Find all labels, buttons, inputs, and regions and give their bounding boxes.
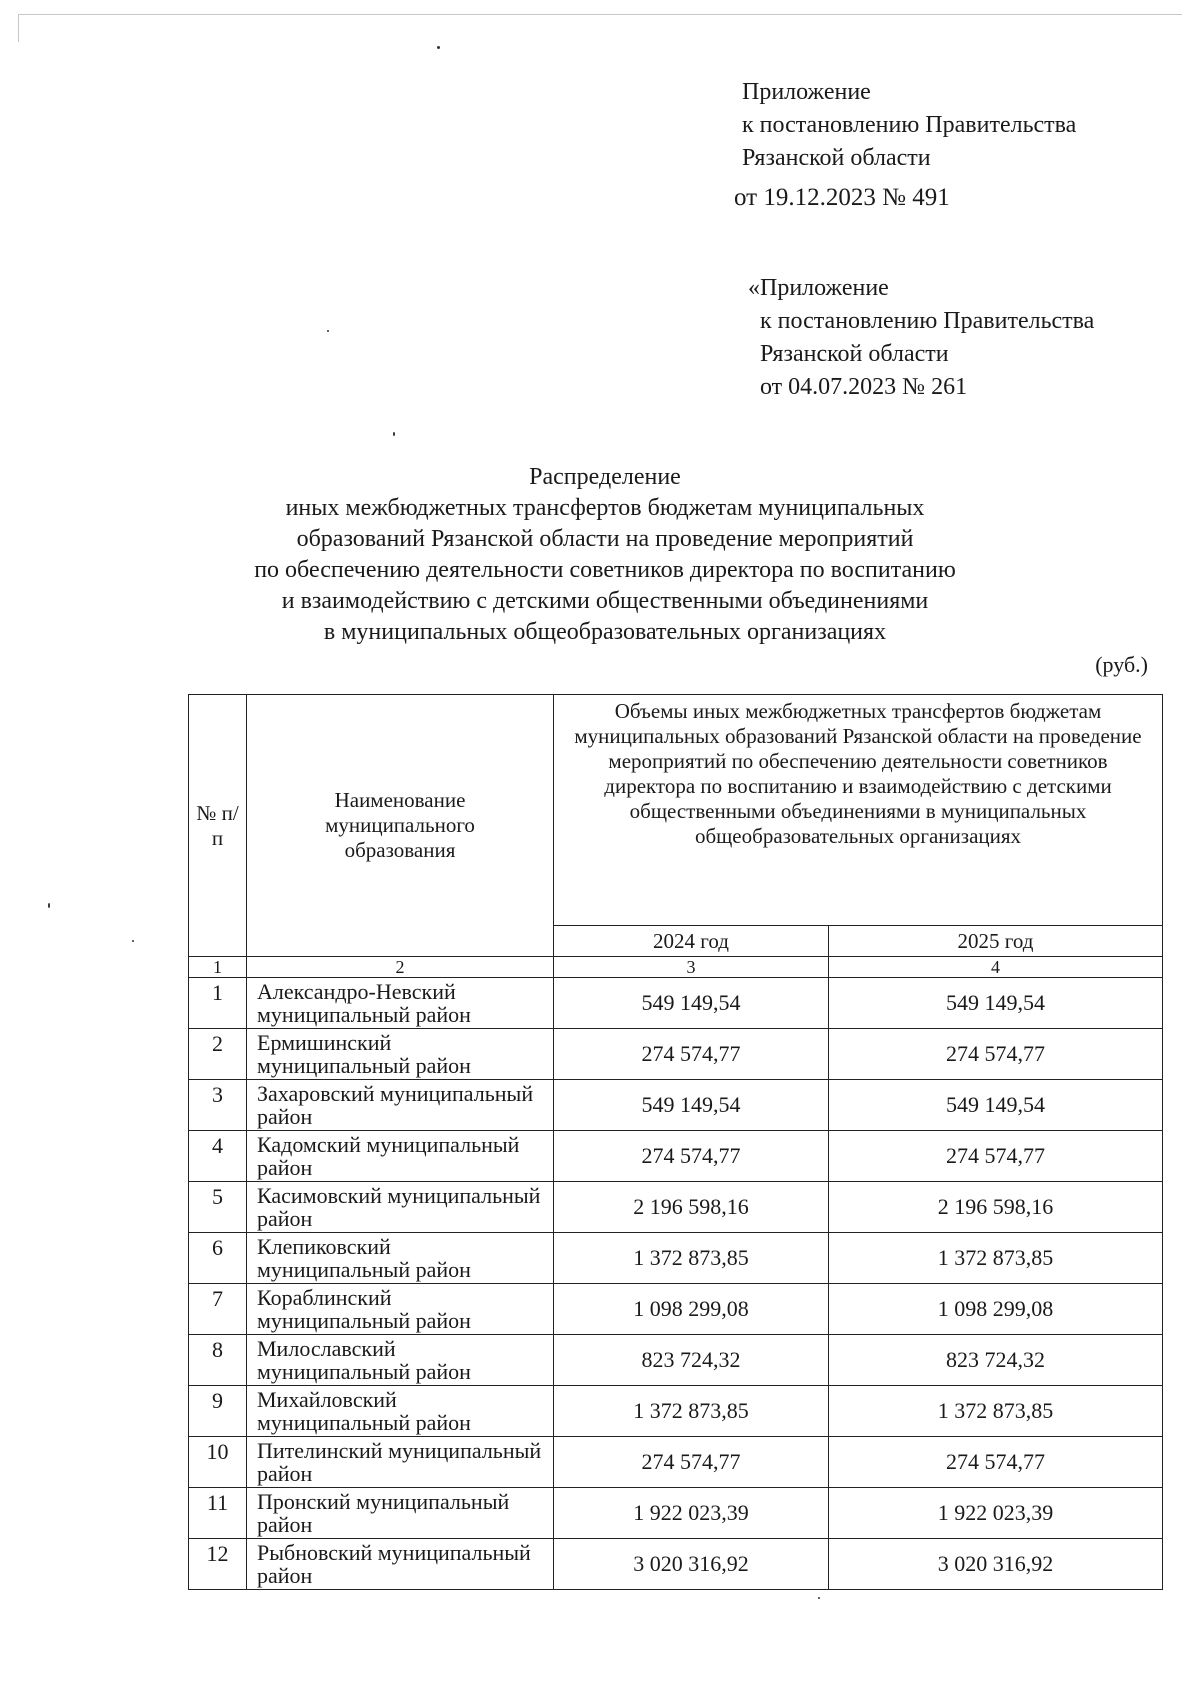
title-line: и взаимодействию с детскими общественными объединениями [281,588,929,614]
municipality-name: Ермишинский муниципальный район [247,1029,554,1080]
header-municipality-name: Наименование муниципального образования [247,695,554,957]
amount-2024: 823 724,32 [554,1335,829,1386]
amount-2024: 1 372 873,85 [554,1233,829,1284]
table-row [189,1437,1163,1488]
row-number: 8 [189,1335,247,1386]
municipality-name: Касимовский муниципальный район [247,1182,554,1233]
amount-2025: 823 724,32 [829,1335,1163,1386]
row-number: 1 [189,978,247,1029]
amount-2025: 549 149,54 [829,1080,1163,1131]
header-year-2025: 2025 год [829,926,1163,957]
scan-speck [393,432,395,436]
municipality-name: Клепиковский муниципальный район [247,1233,554,1284]
table-row [189,1539,1163,1590]
amount-2025: 549 149,54 [829,978,1163,1029]
header-number: № п/п [189,695,247,957]
amount-2025: 274 574,77 [829,1131,1163,1182]
amount-2024: 549 149,54 [554,978,829,1029]
table-row [189,1386,1163,1437]
title-line: образований Рязанской области на проведение мероприятий [296,526,914,552]
table-row [189,1131,1163,1182]
column-index-row [189,957,1163,978]
municipality-name: Пителинский муниципальный район [247,1437,554,1488]
table-row [189,1233,1163,1284]
municipality-name: Кораблинский муниципальный район [247,1284,554,1335]
scan-speck [818,1597,820,1599]
amount-2024: 274 574,77 [554,1131,829,1182]
title-line: по обеспечению деятельности советников директора по воспитанию [254,557,956,583]
amount-2025: 274 574,77 [829,1437,1163,1488]
municipality-name: Милославский муниципальный район [247,1335,554,1386]
amount-2025: 1 922 023,39 [829,1488,1163,1539]
appendix-current-line: к постановлению Правительства [742,112,1077,138]
table-row [189,1488,1163,1539]
appendix-previous-line: «Приложение [748,275,889,301]
municipality-name: Захаровский муниципальный район [247,1080,554,1131]
scan-border-top [18,14,1182,15]
title-line: Распределение [529,464,681,490]
row-number: 9 [189,1386,247,1437]
row-number: 11 [189,1488,247,1539]
appendix-previous-line: к постановлению Правительства [760,308,1095,334]
municipality-name: Рыбновский муниципальный район [247,1539,554,1590]
row-number: 12 [189,1539,247,1590]
amount-2024: 1 098 299,08 [554,1284,829,1335]
amount-2024: 3 020 316,92 [554,1539,829,1590]
amount-2024: 549 149,54 [554,1080,829,1131]
column-index: 3 [554,957,829,978]
amount-2024: 2 196 598,16 [554,1182,829,1233]
row-number: 2 [189,1029,247,1080]
row-number: 3 [189,1080,247,1131]
header-year-2024: 2024 год [554,926,829,957]
title-line: в муниципальных общеобразовательных организациях [323,619,887,645]
row-number: 6 [189,1233,247,1284]
appendix-current-date: от 19.12.2023 № 491 [734,184,950,211]
appendix-current-line: Приложение [742,79,871,105]
amount-2025: 3 020 316,92 [829,1539,1163,1590]
amount-2025: 1 372 873,85 [829,1233,1163,1284]
table-row [189,978,1163,1029]
amount-2025: 274 574,77 [829,1029,1163,1080]
title-line: иных межбюджетных трансфертов бюджетам муниципальных [285,495,925,521]
row-number: 5 [189,1182,247,1233]
appendix-current-line: Рязанской области [742,145,931,171]
row-number: 7 [189,1284,247,1335]
row-number: 10 [189,1437,247,1488]
amount-2024: 1 922 023,39 [554,1488,829,1539]
header-transfer-volumes: Объемы иных межбюджетных трансфертов бюджетам муниципальных образований Рязанской области на проведение мероприятий по обеспечению деятельности советников директора по воспитанию и взаимодействию с детскими общественными объединениями в муниципальных общеобразовательных организациях [554,695,1163,926]
currency-unit: (руб.) [1095,652,1148,677]
row-number: 4 [189,1131,247,1182]
amount-2024: 274 574,77 [554,1437,829,1488]
table-row [189,1080,1163,1131]
table-row [189,1335,1163,1386]
appendix-previous-date: от 04.07.2023 № 261 [760,374,968,400]
scan-border-left [18,14,19,42]
amount-2024: 1 372 873,85 [554,1386,829,1437]
distribution-table [188,694,1163,1590]
column-index: 4 [829,957,1163,978]
municipality-name: Кадомский муниципальный район [247,1131,554,1182]
amount-2025: 1 372 873,85 [829,1386,1163,1437]
document-title [190,462,1020,648]
municipality-name: Михайловский муниципальный район [247,1386,554,1437]
scan-speck [48,903,50,908]
appendix-previous [748,272,1094,404]
scan-speck [132,940,134,942]
scan-speck [327,330,329,332]
appendix-previous-line: Рязанской области [760,341,949,367]
appendix-current [734,76,1077,214]
amount-2025: 2 196 598,16 [829,1182,1163,1233]
amount-2025: 1 098 299,08 [829,1284,1163,1335]
column-index: 2 [247,957,554,978]
municipality-name: Александро-Невский муниципальный район [247,978,554,1029]
table-row [189,1284,1163,1335]
table-row [189,1182,1163,1233]
table-row [189,1029,1163,1080]
scan-speck [437,46,440,49]
amount-2024: 274 574,77 [554,1029,829,1080]
municipality-name: Пронский муниципальный район [247,1488,554,1539]
column-index: 1 [189,957,247,978]
